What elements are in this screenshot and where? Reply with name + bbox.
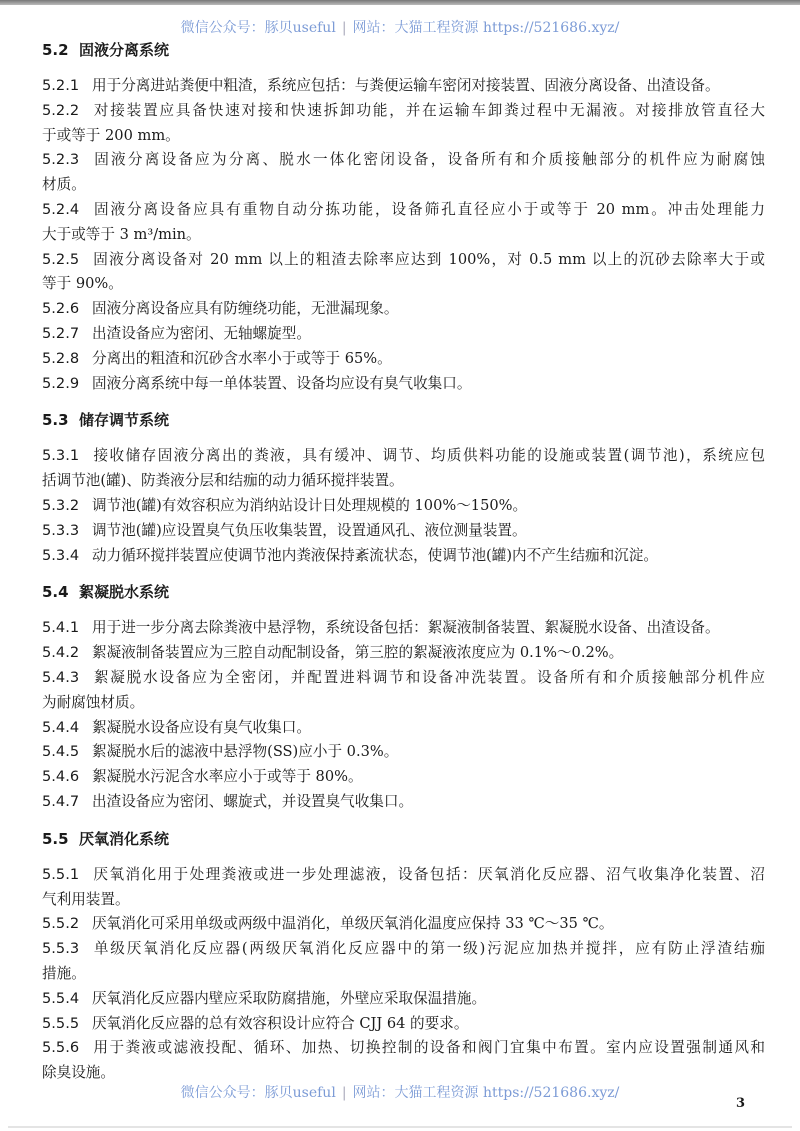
clause-number: 5.4.4 bbox=[42, 718, 80, 736]
clause-line bbox=[42, 765, 765, 790]
section-title: 固液分离系统 bbox=[79, 41, 170, 59]
watermark-separator: | bbox=[341, 20, 347, 36]
clause-line bbox=[42, 347, 765, 372]
clause bbox=[42, 248, 765, 298]
clause bbox=[42, 494, 765, 519]
watermark-separator: | bbox=[341, 1085, 347, 1101]
section-number: 5.3 bbox=[42, 411, 69, 430]
clause bbox=[42, 519, 765, 544]
clause bbox=[42, 347, 765, 372]
clause-line bbox=[42, 666, 765, 691]
clause-number: 5.2.7 bbox=[42, 324, 80, 342]
section bbox=[42, 827, 765, 1086]
clause-line bbox=[42, 863, 765, 888]
clause bbox=[42, 544, 765, 569]
clause bbox=[42, 1012, 765, 1037]
clause-line bbox=[42, 494, 765, 519]
clause-text: 分离出的粗渣和沉砂含水率小于或等于 65%。 bbox=[92, 349, 392, 367]
watermark-left: 微信公众号：豚贝useful bbox=[180, 1085, 336, 1101]
clause bbox=[42, 297, 765, 322]
clause-number: 5.5.1 bbox=[42, 865, 80, 883]
clause-text: 絮凝脱水设备应为全密闭，并配置进料调节和设备冲洗装置。设备所有和介质接触部分机件应 bbox=[92, 668, 765, 686]
clause-line bbox=[42, 790, 765, 815]
clause-line bbox=[42, 616, 765, 641]
clause bbox=[42, 765, 765, 790]
clause-text: 等于 90%。 bbox=[42, 275, 123, 293]
clause bbox=[42, 616, 765, 641]
clause-text: 于或等于 200 mm。 bbox=[42, 126, 180, 144]
clause-number: 5.3.3 bbox=[42, 521, 80, 539]
section-number: 5.2 bbox=[42, 41, 69, 59]
clause bbox=[42, 740, 765, 765]
clause-text: 絮凝脱水污泥含水率应小于或等于 80%。 bbox=[92, 768, 363, 786]
clause-line bbox=[42, 691, 765, 716]
section bbox=[42, 38, 765, 396]
clause bbox=[42, 790, 765, 815]
clause-line bbox=[42, 987, 765, 1012]
clause-text: 出渣设备应为密闭、螺旋式，并设置臭气收集口。 bbox=[92, 792, 414, 810]
section-heading bbox=[42, 580, 765, 605]
clause-number: 5.3.4 bbox=[42, 546, 80, 564]
clause-line bbox=[42, 1036, 765, 1061]
clause-line bbox=[42, 74, 765, 99]
watermark-bottom bbox=[0, 1082, 800, 1102]
section-heading bbox=[42, 408, 765, 433]
clause-text: 材质。 bbox=[42, 176, 86, 194]
clause-number: 5.2.1 bbox=[42, 77, 80, 94]
clause-text: 固液分离设备对 20 mm 以上的粗渣去除率应达到 100%，对 0.5 mm 以上的沉砂去除率大于或 bbox=[92, 250, 765, 268]
clause-number: 5.4.6 bbox=[42, 768, 80, 786]
clause bbox=[42, 716, 765, 741]
clause-line bbox=[42, 322, 765, 347]
clause-text: 厌氧消化可采用单级或两级中温消化，单级厌氧消化温度应保持 33 ℃～35 ℃。 bbox=[92, 915, 614, 933]
clause-number: 5.2.8 bbox=[42, 349, 80, 367]
watermark-right: 网站：大猫工程资源 https://521686.xyz/ bbox=[352, 20, 620, 36]
clause-line bbox=[42, 641, 765, 666]
clause-text: 对接装置应具备快速对接和快速拆卸功能，并在运输车卸粪过程中无漏液。对接排放管直径大 bbox=[92, 101, 765, 119]
clause-line bbox=[42, 1012, 765, 1037]
clause-number: 5.4.2 bbox=[42, 644, 80, 662]
clause-text: 固液分离设备应为分离、脱水一体化密闭设备，设备所有和介质接触部分的机件应为耐腐蚀 bbox=[92, 151, 765, 169]
clause-number: 5.3.2 bbox=[42, 496, 80, 514]
clause-number: 5.5.6 bbox=[42, 1039, 80, 1057]
clause-text: 厌氧消化用于处理粪液或进一步处理滤液，设备包括：厌氧消化反应器、沼气收集净化装置、沼 bbox=[92, 865, 765, 883]
clause-text: 调节池(罐)应设置臭气负压收集装置，设置通风孔、液位测量装置。 bbox=[92, 521, 527, 539]
clause-text: 为耐腐蚀材质。 bbox=[42, 693, 145, 711]
clause-line bbox=[42, 99, 765, 124]
section-title: 储存调节系统 bbox=[79, 411, 170, 430]
clause bbox=[42, 372, 765, 397]
clause-number: 5.2.6 bbox=[42, 300, 80, 318]
clause-line bbox=[42, 469, 765, 494]
clause-line bbox=[42, 740, 765, 765]
section-title: 絮凝脱水系统 bbox=[79, 583, 170, 602]
page-bottom-divider bbox=[8, 1126, 792, 1128]
clause-text: 单级厌氧消化反应器(两级厌氧消化反应器中的第一级)污泥应加热并搅拌，应有防止浮渣结痂 bbox=[92, 940, 765, 958]
clause-number: 5.5.2 bbox=[42, 915, 80, 933]
clause-number: 5.5.5 bbox=[42, 1014, 80, 1032]
viewer-top-bar bbox=[0, 0, 800, 5]
clause-text: 厌氧消化反应器的总有效容积设计应符合 CJJ 64 的要求。 bbox=[92, 1014, 469, 1032]
clause-number: 5.4.5 bbox=[42, 743, 80, 761]
clause-number: 5.2.4 bbox=[42, 200, 80, 218]
clause bbox=[42, 322, 765, 347]
clause-text: 用于分离进站粪便中粗渣，系统应包括：与粪便运输车密闭对接装置、固液分离设备、出渣设备。 bbox=[92, 77, 720, 94]
clause-text: 絮凝脱水后的滤液中悬浮物(SS)应小于 0.3%。 bbox=[92, 743, 399, 761]
clause-line bbox=[42, 297, 765, 322]
document-body bbox=[42, 38, 765, 1098]
clause-text: 调节池(罐)有效容积应为消纳站设计日处理规模的 100%～150%。 bbox=[92, 496, 528, 514]
clause-number: 5.4.1 bbox=[42, 619, 80, 637]
section bbox=[42, 580, 765, 814]
clause bbox=[42, 1036, 765, 1086]
clause bbox=[42, 74, 765, 99]
clause-text: 除臭设施。 bbox=[42, 1064, 115, 1082]
clause-text: 用于进一步分离去除粪液中悬浮物，系统设备包括：絮凝液制备装置、絮凝脱水设备、出渣设备。 bbox=[92, 619, 720, 637]
clause-text: 气利用装置。 bbox=[42, 890, 130, 908]
clause-text: 厌氧消化反应器内壁应采取防腐措施，外壁应采取保温措施。 bbox=[92, 989, 487, 1007]
clause-line bbox=[42, 716, 765, 741]
clause-number: 5.2.9 bbox=[42, 374, 80, 392]
clause-text: 絮凝脱水设备应设有臭气收集口。 bbox=[92, 718, 311, 736]
clause-text: 出渣设备应为密闭、无轴螺旋型。 bbox=[92, 324, 311, 342]
clause bbox=[42, 99, 765, 149]
clause-text: 措施。 bbox=[42, 964, 86, 982]
clause-number: 5.4.3 bbox=[42, 668, 80, 686]
clause-text: 用于粪液或滤液投配、循环、加热、切换控制的设备和阀门宜集中布置。室内应设置强制通风和 bbox=[92, 1039, 765, 1057]
watermark-top bbox=[0, 17, 800, 37]
clause-number: 5.3.1 bbox=[42, 447, 80, 465]
clause-line bbox=[42, 888, 765, 913]
clause-number: 5.2.5 bbox=[42, 250, 80, 268]
clause bbox=[42, 863, 765, 913]
clause-line bbox=[42, 198, 765, 223]
clause-number: 5.5.3 bbox=[42, 940, 80, 958]
clause bbox=[42, 912, 765, 937]
section-heading bbox=[42, 827, 765, 852]
clause-line bbox=[42, 544, 765, 569]
clause-text: 固液分离系统中每一单体装置、设备均应设有臭气收集口。 bbox=[92, 374, 472, 392]
watermark-right: 网站：大猫工程资源 https://521686.xyz/ bbox=[352, 1085, 620, 1101]
clause-number: 5.2.2 bbox=[42, 101, 80, 119]
section-number: 5.4 bbox=[42, 583, 69, 602]
section-title: 厌氧消化系统 bbox=[79, 829, 170, 848]
clause-line bbox=[42, 962, 765, 987]
clause bbox=[42, 666, 765, 716]
section-number: 5.5 bbox=[42, 829, 69, 848]
clause-line bbox=[42, 937, 765, 962]
section bbox=[42, 408, 765, 568]
clause-line bbox=[42, 372, 765, 397]
clause-line bbox=[42, 912, 765, 937]
clause bbox=[42, 198, 765, 248]
section-heading bbox=[42, 38, 765, 63]
clause-line bbox=[42, 248, 765, 273]
watermark-left: 微信公众号：豚贝useful bbox=[180, 20, 336, 36]
clause-text: 固液分离设备应具有防缠绕功能，无泄漏现象。 bbox=[92, 300, 399, 318]
clause-number: 5.5.4 bbox=[42, 989, 80, 1007]
page-number: 3 bbox=[736, 1096, 746, 1111]
clause bbox=[42, 937, 765, 987]
clause-line bbox=[42, 148, 765, 173]
clause-line bbox=[42, 519, 765, 544]
clause-line bbox=[42, 173, 765, 198]
clause-text: 絮凝液制备装置应为三腔自动配制设备，第三腔的絮凝液浓度应为 0.1%～0.2%。 bbox=[92, 644, 624, 662]
clause-text: 大于或等于 3 m³/min。 bbox=[42, 225, 201, 243]
clause-text: 动力循环搅拌装置应使调节池内粪液保持紊流状态，使调节池(罐)内不产生结痂和沉淀。 bbox=[92, 546, 658, 564]
clause-text: 括调节池(罐)、防粪液分层和结痂的动力循环搅拌装置。 bbox=[42, 472, 404, 490]
clause-text: 固液分离设备应具有重物自动分拣功能，设备筛孔直径应小于或等于 20 mm。冲击处理能力 bbox=[92, 200, 765, 218]
clause-number: 5.2.3 bbox=[42, 151, 80, 169]
clause bbox=[42, 987, 765, 1012]
clause-line bbox=[42, 444, 765, 469]
clause bbox=[42, 641, 765, 666]
clause-line bbox=[42, 272, 765, 297]
clause bbox=[42, 148, 765, 198]
clause-line bbox=[42, 223, 765, 248]
clause-line bbox=[42, 124, 765, 149]
clause bbox=[42, 444, 765, 494]
clause-text: 接收储存固液分离出的粪液，具有缓冲、调节、均质供料功能的设施或装置(调节池)，系统应包 bbox=[92, 447, 765, 465]
clause-number: 5.4.7 bbox=[42, 792, 80, 810]
